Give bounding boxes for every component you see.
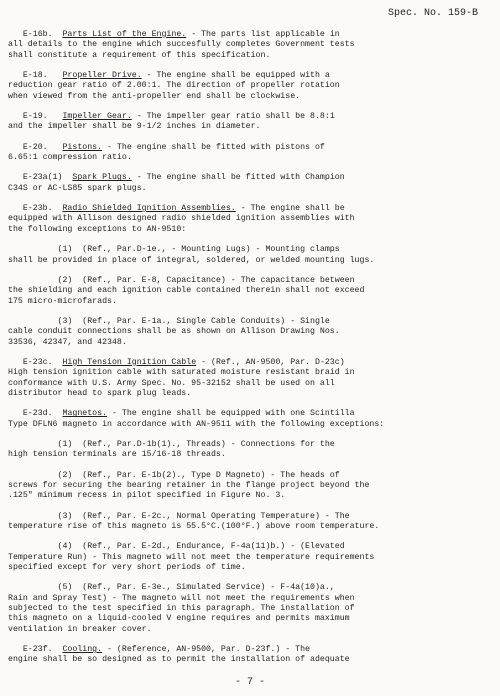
paragraph [8,245,486,266]
text-line [8,297,486,307]
text-line [8,338,486,348]
line-text: equipped with Allison designed radio shielded ignition assemblies with [8,214,355,224]
section-heading: Cooling. [62,645,103,655]
section-number: E-23a(1) [8,173,73,183]
paragraph [8,645,486,666]
line-text: high tension terminals are 15/16-18 threads. [8,450,226,460]
line-text: High tension ignition cable with saturated moisture resistant braid in [8,368,355,378]
line-text: engine shall be so designed as to permit the installation of adequate [8,655,350,665]
text-line [8,542,486,552]
text-line [8,173,486,183]
text-line [8,122,486,132]
text-line [8,40,486,50]
spec-number: Spec. No. 159-B [387,8,478,19]
line-text: .125" minimum recess in pilot specified in Figure No. 3. [8,491,286,501]
text-line [8,409,486,419]
text-line [8,245,486,255]
paragraph [8,409,486,430]
paragraph [8,317,486,348]
text-line [8,491,486,501]
line-text: cable conduit connections shall be as shown on Allison Drawing Nos. [8,327,340,337]
line-text: subjected to the test specified in this paragraph. The installation of [8,604,355,614]
text-line [8,112,486,122]
section-heading: Radio Shielded Ignition Assemblies. [62,204,236,214]
line-text: (2) (Ref., Par. E-8, Capacitance) - The capacitance between [8,275,355,285]
line-text: (3) (Ref., Par. E-1a., Single Cable Conduits) - Single [8,316,330,326]
text-line [8,389,486,399]
line-text: temperature rise of this magneto is 55.5°C.(100°F.) above room temperature. [8,522,380,532]
text-line [8,583,486,593]
text-line [8,512,486,522]
section-heading: Magnetos. [62,409,108,419]
text-line [8,30,486,40]
text-line [8,358,486,368]
text-line [8,553,486,563]
document-body [8,30,486,676]
line-text: (3) (Ref., Par. E-2c., Normal Operating Temperature) - The [8,511,350,521]
line-text: C34S or AC-LS85 spark plugs. [8,183,147,193]
line-text: the shielding and each ignition cable contained therein shall not exceed [8,286,365,296]
line-text: when viewed from the anti-propeller end shall be clockwise. [8,91,301,101]
text-line [8,327,486,337]
line-text: - The engine shall be fitted with Champion [131,173,345,183]
text-line [8,256,486,266]
section-number: E-23b. [8,204,63,214]
text-line [8,92,486,102]
text-line [8,204,486,214]
text-line [8,143,486,153]
line-text: - (Ref., AN-9500, Par. D-23c) [196,357,345,367]
paragraph [8,440,486,461]
line-text: 6.65:1 compression ratio. [8,153,132,163]
line-text: (2) (Ref., Par. E-1b(2)., Type D Magneto) - The heads of [8,470,340,480]
text-line [8,645,486,655]
text-line [8,368,486,378]
section-number: E-23c. [8,357,63,367]
text-line [8,604,486,614]
text-line [8,655,486,665]
paragraph [8,112,486,133]
line-text: shall be provided in place of integral, soldered, or welded mounting lugs. [8,255,375,265]
line-text: Rain and Spray Test) - The magneto will not meet the requirements when [8,593,355,603]
line-text: Temperature Run) - This magneto will not meet the temperature requirements [8,552,375,562]
text-line [8,471,486,481]
line-text: reduction gear ratio of 2.00:1. The direction of propeller rotation [8,81,340,91]
paragraph [8,173,486,194]
line-text: conformance with U.S. Army Spec. No. 95-32152 shall be used on all [8,378,335,388]
section-number: E-23f. [8,645,63,655]
line-text: and the impeller shall be 9-1/2 inches in diameter. [8,122,261,132]
text-line [8,71,486,81]
section-heading: Impeller Gear. [62,112,132,122]
paragraph [8,512,486,533]
text-line [8,317,486,327]
line-text: this magneto on a liquid-cooled V engine requires and permits maximum [8,614,350,624]
line-text: the following exceptions to AN-9510: [8,224,187,234]
text-line [8,440,486,450]
line-text: Type DFLN6 magneto in accordance with AN-9511 with the following exceptions: [8,419,385,429]
line-text: - The engine shall be fitted with pistons of [102,142,325,152]
text-line [8,625,486,635]
text-line [8,225,486,235]
line-text: (1) (Ref., Par.D-1e., - Mounting Lugs) - Mounting clamps [8,245,340,255]
section-heading: Spark Plugs. [72,173,132,183]
section-number: E-18. [8,71,63,81]
line-text: distributor head to spark plug leads. [8,388,192,398]
line-text: - (Reference, AN-9500, Par. D-23f.) - The [102,645,311,655]
paragraph [8,71,486,102]
line-text: 175 micro-microfarads. [8,296,117,306]
text-line [8,81,486,91]
section-number: E-19. [8,112,63,122]
paragraph [8,471,486,502]
line-text: - The engine shall be equipped with a [141,71,330,81]
line-text: specified except for very short periods of time. [8,563,246,573]
section-heading: Propeller Drive. [62,71,142,81]
section-heading: Pistons. [62,142,103,152]
text-line [8,594,486,604]
line-text: - The engine shall be equipped with one Scintilla [107,409,355,419]
line-text: (4) (Ref., Par. E-2d., Endurance, F-4a(11)b.) - (Elevated [8,542,345,552]
section-heading: High Tension Ignition Cable [62,357,197,367]
text-line [8,481,486,491]
line-text: (1) (Ref., Par.D-1b(1)., Threads) - Connections for the [8,439,335,449]
paragraph [8,143,486,164]
text-line [8,450,486,460]
paragraph [8,583,486,635]
line-text: shall constitute a requirement of this specification. [8,50,271,60]
line-text: (5) (Ref., Par. E-3e., Simulated Service) - F-4a(10)a., [8,583,335,593]
paragraph [8,204,486,235]
line-text: 33536, 42347, and 42348. [8,337,127,347]
section-number: E-20. [8,142,63,152]
text-line [8,184,486,194]
section-number: E-16b. [8,30,63,39]
paragraph [8,30,486,61]
paragraph [8,542,486,573]
section-heading: Parts List of the Engine. [62,30,187,39]
line-text: screws for securing the bearing retainer in the flange project beyond the [8,481,370,490]
text-line [8,286,486,296]
line-text: - The impeller gear ratio shall be 8.8:1 [131,112,335,122]
text-line [8,276,486,286]
text-line [8,379,486,389]
text-line [8,522,486,532]
text-line [8,563,486,573]
text-line [8,614,486,624]
line-text: ventilation in breaker cover. [8,624,152,634]
text-line [8,214,486,224]
paragraph [8,358,486,399]
line-text: all details to the engine which succesfully completes Government tests [8,40,355,50]
paragraph [8,276,486,307]
line-text: - The parts list applicable in [186,30,340,39]
section-number: E-23d. [8,409,63,419]
page-number: - 7 - [234,677,265,688]
text-line [8,153,486,163]
text-line [8,420,486,430]
line-text: - The engine shall be [235,204,345,214]
text-line [8,51,486,61]
